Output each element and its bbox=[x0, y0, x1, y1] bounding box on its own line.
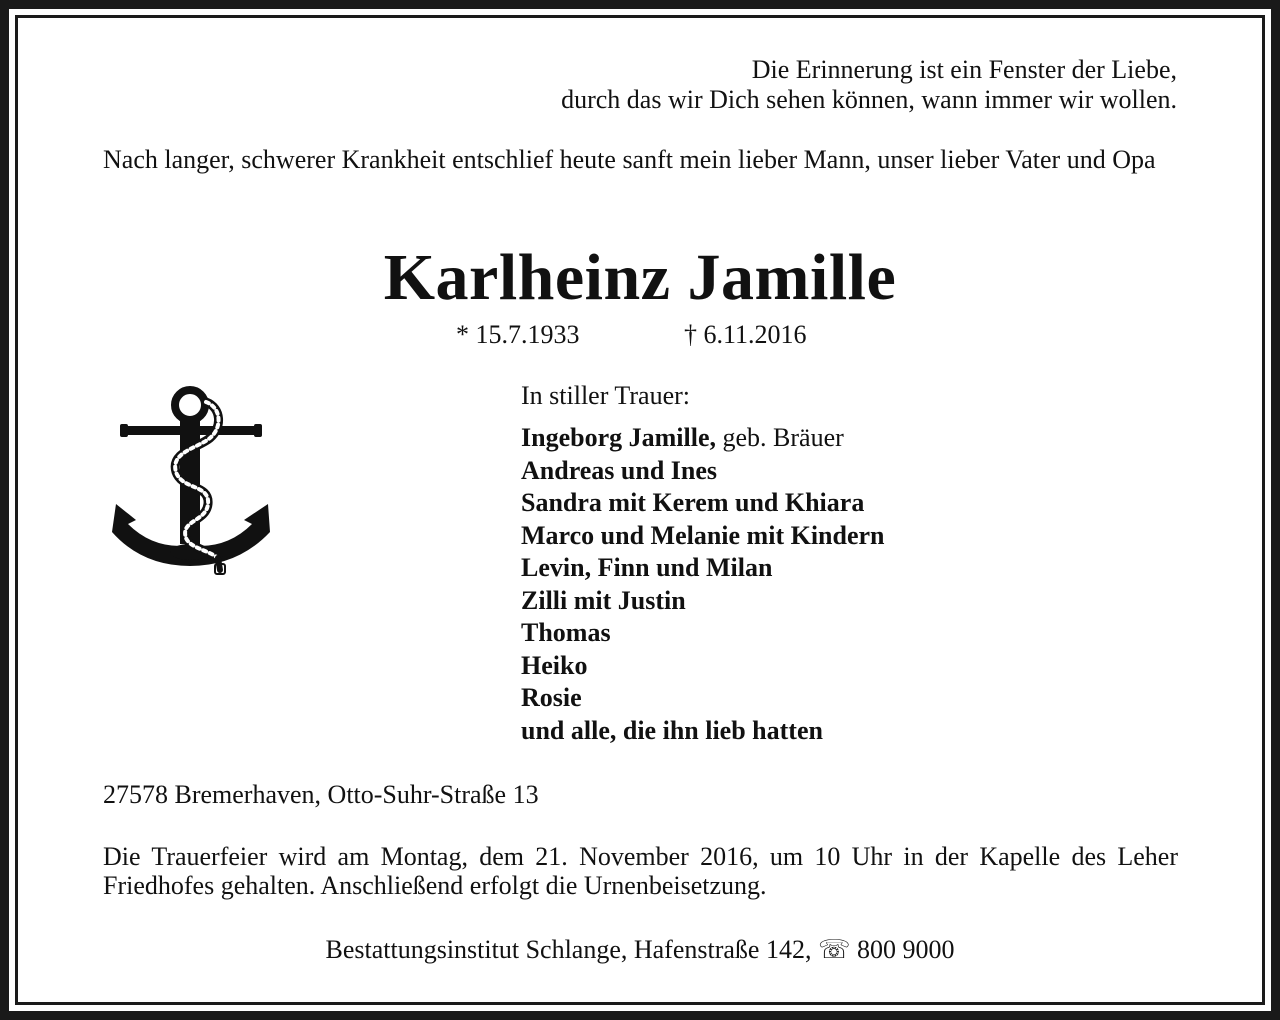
mourner-item: Levin, Finn und Milan bbox=[521, 553, 773, 582]
mourner-maiden-name: geb. Bräuer bbox=[716, 423, 844, 452]
mourners-list bbox=[521, 422, 885, 747]
intro-text: Nach langer, schwerer Krankheit entschlief heute sanft mein lieber Mann, unser lieber Vater und Opa bbox=[103, 145, 1156, 174]
birth-date: * 15.7.1933 bbox=[456, 320, 580, 349]
mourner-item: Andreas und Ines bbox=[521, 455, 718, 485]
life-dates bbox=[0, 318, 1280, 352]
death-date: † 6.11.2016 bbox=[684, 320, 807, 349]
ceremony-text: Die Trauerfeier wird am Montag, dem 21. November 2016, um 10 Uhr in der Kapelle des Leher Friedhofes gehalten. Anschließend erfolgt die Urnenbeisetzung. bbox=[103, 842, 1178, 900]
motto-quote bbox=[377, 55, 1177, 115]
mourner-item: und alle, die ihn lieb hatten bbox=[521, 715, 823, 745]
mourner-item: Zilli mit Justin bbox=[521, 585, 686, 615]
mourning-label: In stiller Trauer: bbox=[521, 381, 690, 410]
mourner-item: Rosie bbox=[521, 683, 582, 712]
mourner-item: Thomas bbox=[521, 618, 611, 647]
mourner-item: Sandra mit Kerem und Khiara bbox=[521, 488, 865, 517]
family-address: 27578 Bremerhaven, Otto-Suhr-Straße 13 bbox=[103, 780, 539, 809]
mourner-item bbox=[521, 422, 885, 455]
mourner-item: Marco und Melanie mit Kindern bbox=[521, 520, 885, 550]
motto-line-2: durch das wir Dich sehen können, wann immer wir wollen. bbox=[561, 85, 1177, 114]
deceased-name: Karlheinz Jamille bbox=[383, 241, 897, 314]
motto-line-1: Die Erinnerung ist ein Fenster der Liebe, bbox=[751, 55, 1177, 84]
undertaker-info: Bestattungsinstitut Schlange, Hafenstraße 142, ☏ 800 9000 bbox=[325, 935, 955, 964]
mourner-name: Ingeborg Jamille, bbox=[521, 423, 716, 452]
mourner-item: Heiko bbox=[521, 650, 588, 680]
anchor-icon bbox=[110, 380, 275, 580]
